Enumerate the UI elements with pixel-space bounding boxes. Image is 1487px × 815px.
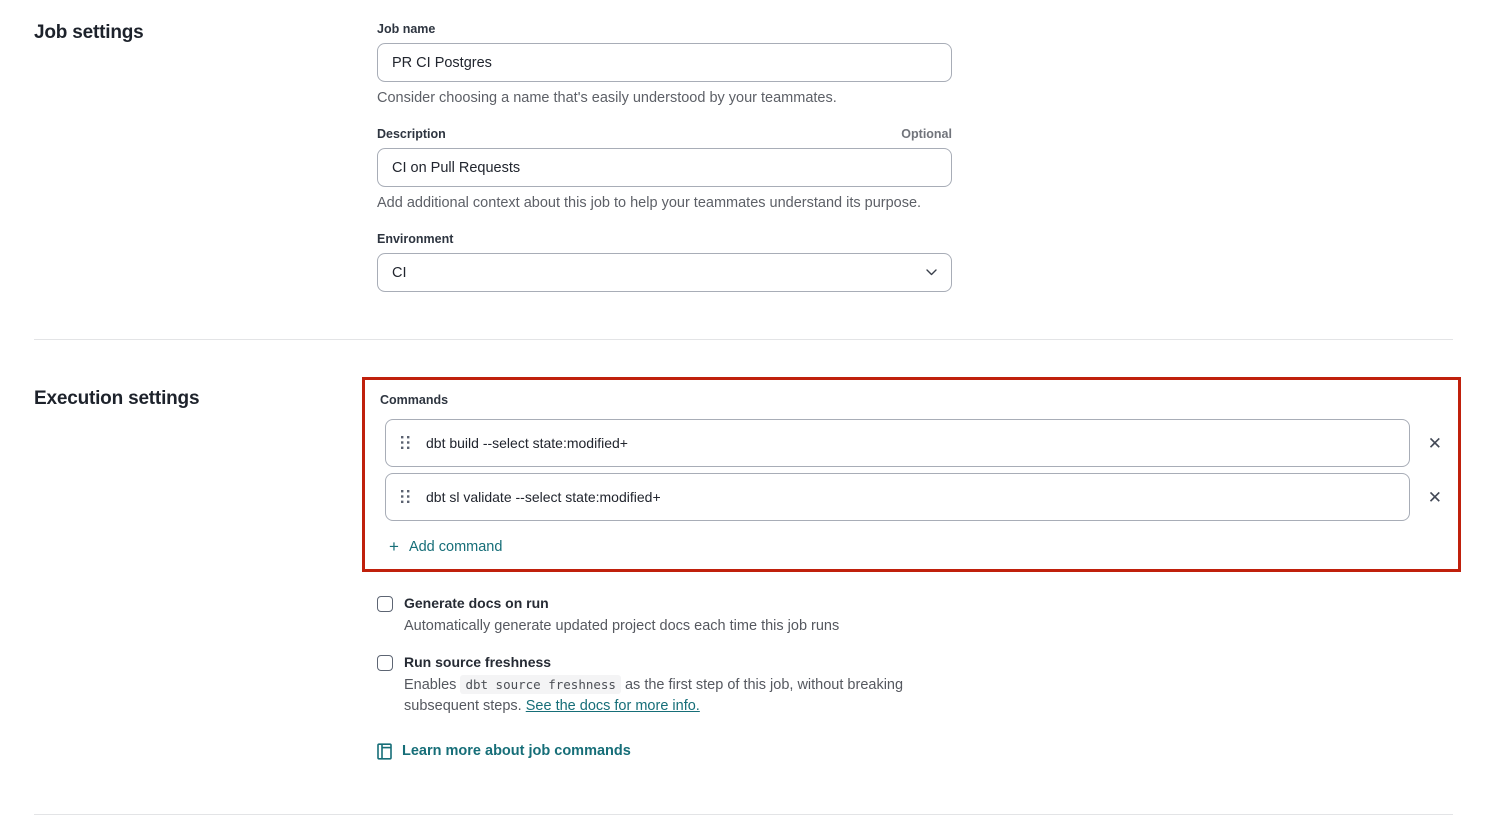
book-icon bbox=[377, 743, 392, 760]
generate-docs-row bbox=[377, 595, 952, 636]
learn-more-label: Learn more about job commands bbox=[402, 743, 631, 760]
drag-handle-icon[interactable] bbox=[401, 436, 410, 450]
drag-handle-icon[interactable] bbox=[401, 490, 410, 504]
job-name-input[interactable] bbox=[377, 43, 952, 82]
description-field-group bbox=[377, 127, 952, 211]
command-input-1[interactable] bbox=[385, 419, 1410, 467]
run-source-freshness-checkbox[interactable] bbox=[377, 655, 393, 671]
execution-settings-heading: Execution settings bbox=[34, 388, 200, 409]
code-snippet: dbt source freshness bbox=[460, 675, 621, 694]
command-text: dbt sl validate --select state:modified+ bbox=[426, 489, 661, 505]
description-helper-text: Add additional context about this job to help your teammates understand its purpose. bbox=[377, 195, 922, 211]
add-command-label: Add command bbox=[408, 538, 503, 555]
command-row bbox=[385, 419, 1446, 467]
environment-label: Environment bbox=[377, 232, 454, 246]
job-name-field-group bbox=[377, 22, 952, 106]
generate-docs-description: Automatically generate updated project docs each time this job runs bbox=[404, 618, 840, 634]
chevron-down-icon bbox=[926, 269, 937, 276]
job-settings-heading: Job settings bbox=[34, 22, 144, 43]
environment-field-group bbox=[377, 232, 952, 292]
run-source-freshness-label: Run source freshness bbox=[404, 654, 552, 671]
execution-settings-section bbox=[0, 340, 1487, 765]
freshness-text-before: Enables bbox=[404, 677, 461, 694]
job-settings-heading-column bbox=[34, 22, 377, 292]
job-name-helper-text: Consider choosing a name that's easily understood by your teammates. bbox=[377, 90, 837, 106]
optional-badge: Optional bbox=[901, 127, 952, 141]
commands-label: Commands bbox=[380, 393, 449, 407]
command-input-2[interactable] bbox=[385, 473, 1410, 521]
generate-docs-checkbox[interactable] bbox=[377, 596, 393, 612]
remove-command-button[interactable]: ✕ bbox=[1424, 431, 1446, 456]
learn-more-link[interactable] bbox=[377, 743, 631, 760]
execution-settings-form bbox=[377, 377, 1453, 765]
environment-select[interactable] bbox=[377, 253, 952, 292]
generate-docs-label: Generate docs on run bbox=[404, 595, 549, 611]
add-command-button[interactable] bbox=[387, 536, 504, 557]
job-settings-form bbox=[377, 22, 1453, 292]
remove-command-button[interactable]: ✕ bbox=[1424, 485, 1446, 510]
command-text: dbt build --select state:modified+ bbox=[426, 435, 628, 451]
command-row bbox=[385, 473, 1446, 521]
run-source-freshness-row bbox=[377, 654, 952, 716]
job-settings-section bbox=[0, 0, 1487, 292]
environment-selected-value: CI bbox=[392, 264, 407, 281]
plus-icon: + bbox=[389, 537, 399, 556]
run-source-freshness-description bbox=[404, 675, 952, 716]
run-source-freshness-text bbox=[404, 654, 952, 716]
execution-settings-heading-column bbox=[34, 377, 377, 765]
description-input[interactable] bbox=[377, 148, 952, 187]
generate-docs-text bbox=[404, 595, 839, 636]
description-label: Description bbox=[377, 127, 446, 141]
freshness-text-after: as the first step of this job, without breaking subsequent steps. bbox=[404, 677, 904, 714]
job-name-label: Job name bbox=[377, 22, 436, 36]
see-docs-link[interactable]: See the docs for more info. bbox=[525, 697, 700, 714]
commands-highlight-panel bbox=[362, 377, 1461, 572]
